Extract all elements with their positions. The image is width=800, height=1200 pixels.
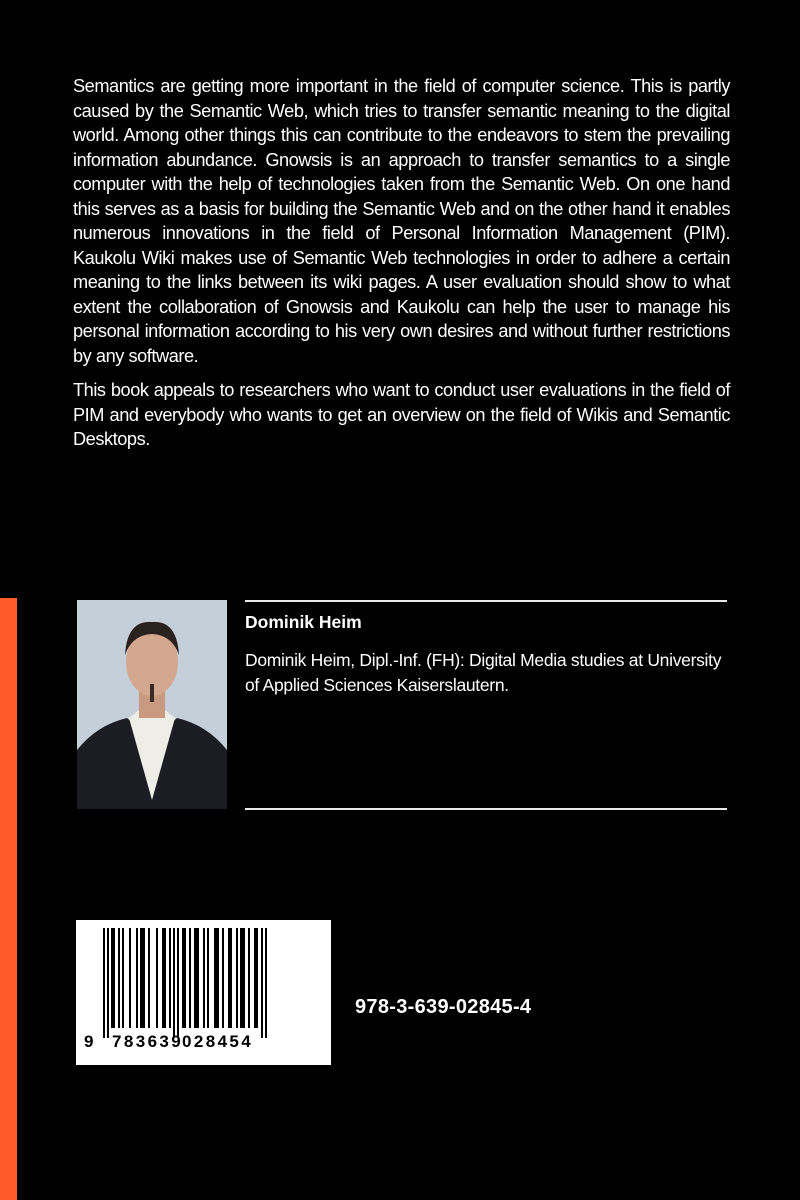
blurb-paragraph-1: Semantics are getting more important in the field of computer science. This is partly caused by the Semantic Web, which tries to transfer semantic meaning to the digital world. Among other things this can contribute to the endeavors to stem the prevailing information abundance. Gnowsis is an approach to transfer semantics to a single computer with the help of technologies taken from the Semantic Web. On one hand this serves as a basis for building the Semantic Web and on the other hand it enables numerous innovations in the field of Personal Information Management (PIM). Kaukolu Wiki makes use of Semantic Web technologies in order to adhere a certain meaning to the links between its wiki pages. A user evaluation should show to what extent the collaboration of Gnowsis and Kaukolu can help the user to manage his personal information according to his very own desires and without further restrictions by any software. — [73, 76, 730, 366]
blurb-paragraph-2: This book appeals to researchers who want to conduct user evaluations in the field of PIM and everybody who wants to get an overview on the field of Wikis and Semantic Desktops. — [73, 380, 730, 449]
svg-text:9: 9 — [84, 1032, 94, 1051]
barcode — [76, 920, 331, 1065]
author-name: Dominik Heim — [245, 612, 362, 632]
author-photo — [77, 600, 227, 809]
barcode-icon — [76, 920, 331, 1065]
isbn-number: 978-3-639-02845-4 — [355, 996, 532, 1018]
bottom-divider — [245, 808, 727, 810]
author-portrait-icon — [77, 600, 227, 809]
svg-text:783639: 783639 — [112, 1032, 184, 1051]
blurb-text — [73, 74, 730, 462]
svg-text:028454: 028454 — [182, 1032, 254, 1051]
orange-accent-bar — [0, 598, 17, 1200]
author-bio: Dominik Heim, Dipl.-Inf. (FH): Digital Media studies at University of Applied Sciences Kaiserslautern. — [245, 650, 722, 695]
top-divider — [245, 600, 727, 602]
